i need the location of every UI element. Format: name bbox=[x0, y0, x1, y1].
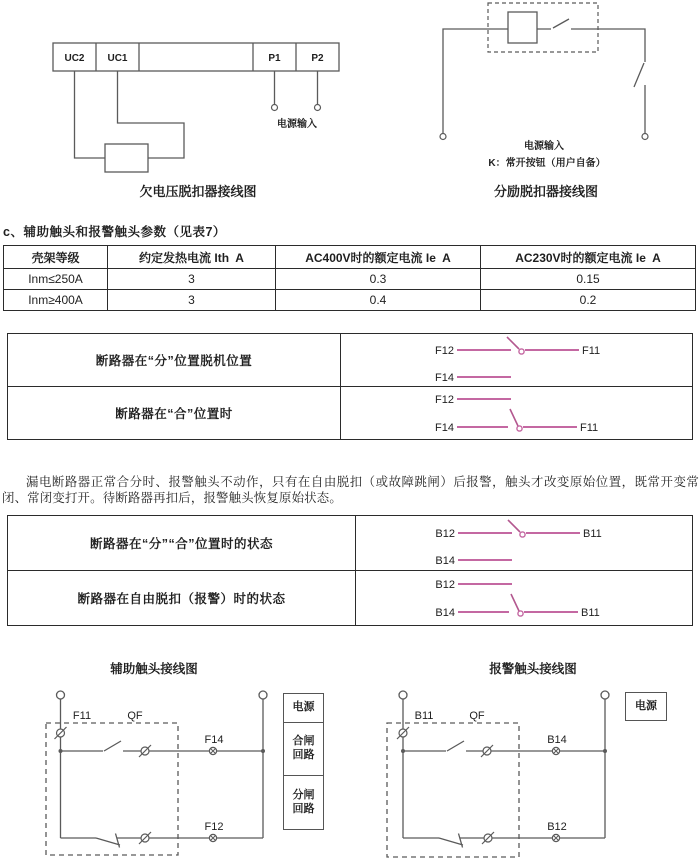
terminal-circle-p2 bbox=[315, 105, 321, 111]
legend-cell bbox=[626, 693, 666, 720]
contact-terminal-label: F14 bbox=[435, 422, 454, 434]
crossed-terminal-icon bbox=[552, 834, 559, 841]
slashed-terminal-icon bbox=[139, 745, 151, 757]
contact-terminal-label: B12 bbox=[435, 579, 455, 591]
terminal-circle-left bbox=[399, 691, 407, 699]
contact-diagram-cell bbox=[341, 387, 693, 440]
contact-terminal-label: F14 bbox=[435, 372, 454, 384]
junction-dot bbox=[261, 749, 265, 753]
cell: Inm≤250A bbox=[4, 269, 108, 290]
col-header: 壳架等级 bbox=[4, 246, 108, 269]
cell: 3 bbox=[108, 290, 276, 311]
nc-switch-blade bbox=[96, 834, 120, 848]
aux-contact-state-table bbox=[7, 333, 693, 440]
contact-label: B11 bbox=[414, 710, 434, 722]
terminal-circle-left bbox=[440, 134, 446, 140]
aux-circuit-legend bbox=[283, 693, 324, 830]
state-label: 断路器在“分”“合”位置时的状态 bbox=[8, 516, 356, 571]
junction-dot bbox=[401, 749, 405, 753]
contact-terminal-label: B14 bbox=[435, 555, 455, 567]
terminal-label: B12 bbox=[547, 821, 567, 833]
contact-symbol-closed bbox=[428, 572, 613, 624]
terminal-label: F12 bbox=[204, 821, 224, 833]
key-note: K：常开按钮（用户自备） bbox=[488, 158, 606, 169]
section-heading: c、辅助触头和报警触头参数（见表7） bbox=[3, 225, 226, 239]
power-input-label: 电源输入 bbox=[524, 141, 564, 152]
terminal-circle-p1 bbox=[272, 105, 278, 111]
table-row bbox=[8, 387, 693, 440]
cell: 0.2 bbox=[481, 290, 696, 311]
parameters-table bbox=[3, 245, 696, 311]
contact-pivot bbox=[519, 349, 524, 354]
contact-pivot bbox=[517, 426, 522, 431]
cell: 0.4 bbox=[276, 290, 481, 311]
terminal-circle-right bbox=[642, 134, 648, 140]
diagram-title: 辅助触头接线图 bbox=[110, 662, 198, 676]
shunt-release-diagram bbox=[380, 0, 700, 210]
slashed-terminal-icon bbox=[55, 727, 67, 739]
cell: 0.3 bbox=[276, 269, 481, 290]
table-row bbox=[4, 269, 696, 290]
state-label: 断路器在“合”位置时 bbox=[8, 387, 341, 440]
contact-blade bbox=[507, 337, 519, 349]
contact-blade bbox=[510, 409, 518, 426]
legend-label: 合闸回路 bbox=[292, 735, 315, 761]
legend-cell bbox=[284, 694, 323, 722]
contact-terminal-label: F11 bbox=[580, 422, 599, 434]
alarm-contact-state-table bbox=[7, 515, 693, 626]
contact-pivot bbox=[520, 532, 525, 537]
dashed-enclosure bbox=[46, 723, 178, 855]
junction-dot bbox=[59, 749, 63, 753]
alarm-circuit-legend bbox=[625, 692, 667, 721]
legend-cell bbox=[284, 775, 323, 829]
col-header: 约定发热电流 Ith A bbox=[108, 246, 276, 269]
diagram-caption: 分励脱扣器接线图 bbox=[493, 184, 599, 199]
contact-symbol-closed bbox=[427, 387, 612, 439]
cell: 0.15 bbox=[481, 269, 696, 290]
slashed-terminal-icon bbox=[482, 832, 494, 844]
contact-blade bbox=[511, 594, 519, 611]
dashed-enclosure bbox=[488, 3, 598, 52]
table-row bbox=[4, 290, 696, 311]
terminal-circle-right bbox=[601, 691, 609, 699]
crossed-terminal-icon bbox=[209, 834, 216, 841]
terminal-label-uc2: UC2 bbox=[64, 53, 85, 64]
crossed-terminal-icon bbox=[552, 747, 559, 754]
contact-terminal-label: B11 bbox=[583, 528, 602, 540]
contact-terminal-label: B12 bbox=[435, 528, 455, 540]
table-header-row bbox=[4, 246, 696, 269]
terminal-circle-left bbox=[57, 691, 65, 699]
legend-label: 电源 bbox=[635, 699, 657, 712]
legend-cell bbox=[284, 722, 323, 775]
contact-blade bbox=[508, 520, 520, 532]
table-row bbox=[8, 571, 693, 626]
slashed-terminal-icon bbox=[139, 832, 151, 844]
contact-diagram-cell bbox=[356, 571, 693, 626]
wiring-lines bbox=[75, 71, 318, 158]
col-header: AC400V时的额定电流 Ie A bbox=[276, 246, 481, 269]
power-input-label: 电源输入 bbox=[277, 119, 317, 130]
nc-switch-blade bbox=[439, 834, 463, 848]
alarm-behavior-note: 漏电断路器正常合分时、报警触头不动作，只有在自由脱扣（或故障跳闸）后报警，触头才改变原始位置，既常开变常闭、常闭变打开。待断路器再扣后，报警触头恢复原始状态。 bbox=[2, 475, 699, 505]
shunt-coil-box bbox=[508, 12, 537, 43]
contact-pivot bbox=[518, 611, 523, 616]
contact-terminal-label: B11 bbox=[581, 607, 600, 619]
no-switch-blade bbox=[447, 741, 464, 751]
contact-diagram-cell bbox=[341, 334, 693, 387]
table-row bbox=[8, 334, 693, 387]
legend-label: 电源 bbox=[292, 701, 315, 714]
alarm-contact-wiring-diagram bbox=[370, 650, 680, 861]
terminal-circle-right bbox=[259, 691, 267, 699]
diagram-title: 报警触头接线图 bbox=[489, 662, 577, 676]
diagram-caption: 欠电压脱扣器接线图 bbox=[139, 184, 257, 199]
junction-dot bbox=[603, 749, 607, 753]
undervoltage-coil-box bbox=[105, 144, 148, 172]
slashed-terminal-icon bbox=[397, 727, 409, 739]
legend-label: 分闸回路 bbox=[292, 788, 315, 815]
breaker-label: QF bbox=[469, 710, 485, 722]
wiring-lines bbox=[443, 29, 645, 133]
cell: Inm≥400A bbox=[4, 290, 108, 311]
contact-terminal-label: F12 bbox=[435, 394, 454, 406]
slashed-terminal-icon bbox=[481, 745, 493, 757]
contact-terminal-label: B14 bbox=[435, 607, 455, 619]
contact-terminal-label: F11 bbox=[582, 345, 601, 357]
contact-label: F11 bbox=[72, 710, 92, 722]
terminal-label-p2: P2 bbox=[311, 53, 324, 64]
dashed-enclosure bbox=[387, 723, 519, 857]
terminal-label-uc1: UC1 bbox=[107, 53, 128, 64]
contact-diagram-cell bbox=[356, 516, 693, 571]
contact-terminal-label: F12 bbox=[435, 345, 454, 357]
undervoltage-release-diagram bbox=[0, 0, 360, 210]
contact-symbol-open bbox=[427, 334, 612, 386]
cell: 3 bbox=[108, 269, 276, 290]
terminal-label: B14 bbox=[547, 734, 567, 746]
col-header: AC230V时的额定电流 Ie A bbox=[481, 246, 696, 269]
terminal-label: F14 bbox=[204, 734, 224, 746]
crossed-terminal-icon bbox=[209, 747, 216, 754]
terminal-label-p1: P1 bbox=[268, 53, 281, 64]
contact-symbol-open bbox=[428, 517, 613, 569]
state-label: 断路器在自由脱扣（报警）时的状态 bbox=[8, 571, 356, 626]
breaker-label: QF bbox=[127, 710, 143, 722]
state-label: 断路器在“分”位置脱机位置 bbox=[8, 334, 341, 387]
no-switch-blade bbox=[104, 741, 121, 751]
table-row bbox=[8, 516, 693, 571]
